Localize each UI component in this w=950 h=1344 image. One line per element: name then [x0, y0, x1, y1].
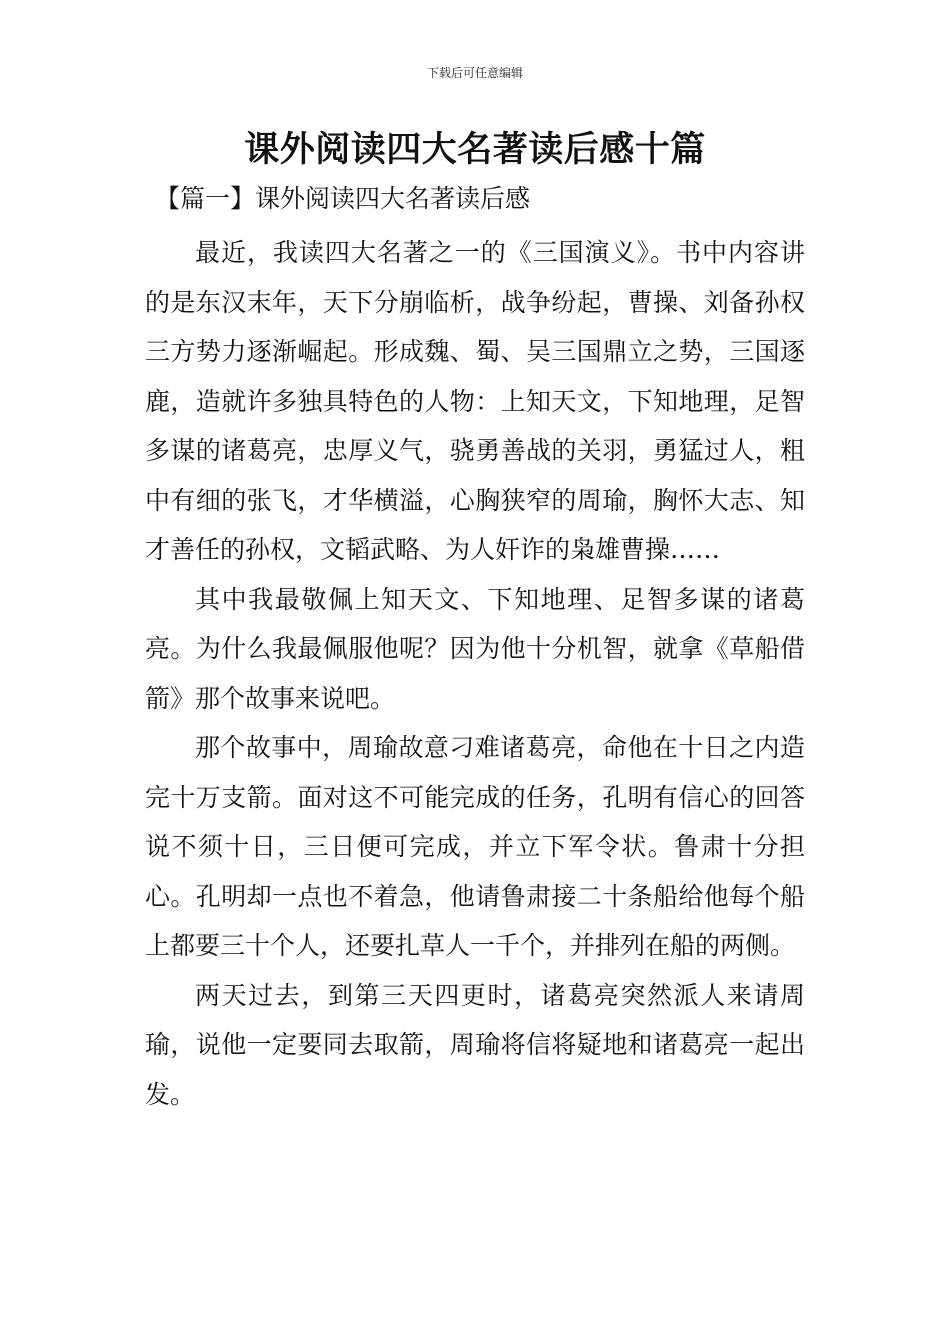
paragraph: 其中我最敬佩上知天文、下知地理、足智多谋的诸葛亮。为什么我最佩服他呢？因为他十分机智，就拿《草船借箭》那个故事来说吧。	[145, 584, 805, 713]
header-note: 下载后可任意编辑	[426, 66, 523, 80]
section-heading: 【篇一】课外阅读四大名著读后感	[155, 184, 531, 213]
document-title: 课外阅读四大名著读后感十篇	[244, 130, 706, 170]
paragraph: 那个故事中，周瑜故意刁难诸葛亮，命他在十日之内造完十万支箭。面对这不可能完成的任务，孔明有信心的回答说不须十日，三日便可完成，并立下军令状。鲁肃十分担心。孔明却一点也不着急，他请鲁肃接二十条船给他每个船上都要三十个人，还要扎草人一千个，并排列在船的两侧。	[145, 733, 805, 960]
body-text	[145, 228, 805, 1119]
paragraph: 最近，我读四大名著之一的《三国演义》。书中内容讲的是东汉末年，天下分崩临析，战争纷起，曹操、刘备孙权三方势力逐渐崛起。形成魏、蜀、吴三国鼎立之势，三国逐鹿，造就许多独具特色的人物：上知天文，下知地理，足智多谋的诸葛亮，忠厚义气，骁勇善战的关羽，勇猛过人，粗中有细的张飞，才华横溢，心胸狭窄的周瑜，胸怀大志、知才善任的孙权，文韬武略、为人奸诈的枭雄曹操……	[145, 238, 805, 564]
paragraph: 两天过去，到第三天四更时，诸葛亮突然派人来请周瑜，说他一定要同去取箭，周瑜将信将疑地和诸葛亮一起出发。	[145, 980, 805, 1109]
